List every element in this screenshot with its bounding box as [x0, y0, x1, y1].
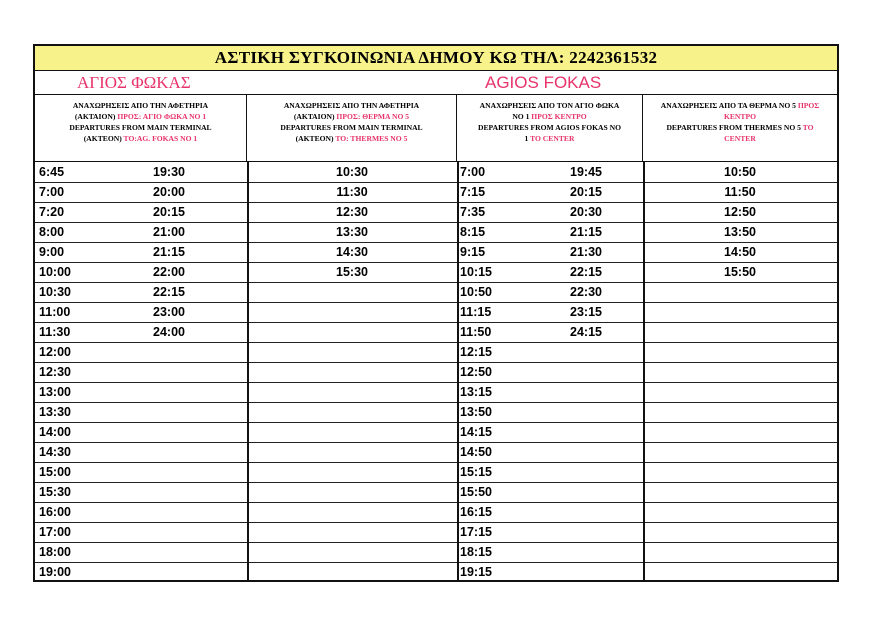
- departure-time: 13:50: [724, 225, 756, 239]
- row-divider: [35, 482, 837, 483]
- departure-time: 22:30: [570, 285, 602, 299]
- departure-time: 14:30: [39, 445, 71, 459]
- departure-time: 15:15: [460, 465, 492, 479]
- departure-time: 21:30: [570, 245, 602, 259]
- row-divider: [35, 402, 837, 403]
- header-text: ΝΟ 1: [512, 112, 532, 121]
- departure-time: 23:00: [153, 305, 185, 319]
- column-header-thermes-to-center: [643, 95, 837, 161]
- header-line: ΑΝΑΧΩΡΗΣΕΙΣ ΑΠΟ ΤΗΝ ΑΦΕΤΗΡΙΑ: [283, 101, 420, 110]
- row-divider: [35, 522, 837, 523]
- departure-time: 14:15: [460, 425, 492, 439]
- header-destination: ΠΡΟΣ: ΑΓΙΟ ΦΩΚΑ ΝΟ 1: [117, 112, 207, 121]
- departure-time: 13:30: [336, 225, 368, 239]
- departure-time: 19:30: [153, 165, 185, 179]
- departure-time: 16:15: [460, 505, 492, 519]
- departure-time: 22:00: [153, 265, 185, 279]
- header-line: [247, 133, 456, 144]
- departure-time: 15:00: [39, 465, 71, 479]
- header-text: (AKTEON): [83, 134, 124, 143]
- departure-time: 15:30: [39, 485, 71, 499]
- departure-time: 12:50: [724, 205, 756, 219]
- row-divider: [35, 362, 837, 363]
- row-divider: [35, 562, 837, 563]
- column-headers: [35, 95, 837, 162]
- departure-time: 20:30: [570, 205, 602, 219]
- header-line: [643, 100, 837, 111]
- header-text: (AKTEON): [295, 134, 336, 143]
- departure-time: 10:00: [39, 265, 71, 279]
- column-divider: [457, 162, 459, 582]
- departure-time: 21:15: [153, 245, 185, 259]
- row-divider: [35, 542, 837, 543]
- departure-time: 19:00: [39, 565, 71, 579]
- departure-time: 14:30: [336, 245, 368, 259]
- row-divider: [35, 462, 837, 463]
- departure-time: 11:30: [39, 325, 71, 339]
- departure-time: 9:15: [460, 245, 486, 259]
- departure-time: 18:00: [39, 545, 71, 559]
- departure-time: 22:15: [570, 265, 602, 279]
- departure-time: 12:30: [336, 205, 368, 219]
- header-text: 1: [524, 134, 531, 143]
- header-line: DEPARTURES FROM MAIN TERMINAL: [69, 123, 212, 132]
- row-divider: [35, 442, 837, 443]
- timetable-title: ΑΣΤΙΚΗ ΣΥΓΚΟΙΝΩΝΙΑ ΔΗΜΟΥ ΚΩ ΤΗΛ: 2242361532: [35, 46, 837, 71]
- departure-time: 19:45: [570, 165, 602, 179]
- departure-time: 12:00: [39, 345, 71, 359]
- header-text: (ΑΚΤΑΙΟΝ): [74, 112, 118, 121]
- departure-time: 11:00: [39, 305, 71, 319]
- departure-time: 12:50: [460, 365, 492, 379]
- header-destination: CENTER: [724, 134, 756, 143]
- header-destination: ΠΡΟΣ ΚΕΝΤΡΟ: [531, 112, 587, 121]
- row-divider: [35, 502, 837, 503]
- header-line: [457, 133, 642, 144]
- departure-time: 13:00: [39, 385, 71, 399]
- departure-time: 17:00: [39, 525, 71, 539]
- departure-time: 13:50: [460, 405, 492, 419]
- departure-time: 14:00: [39, 425, 71, 439]
- header-line: DEPARTURES FROM AGIOS FOKAS NO: [477, 123, 622, 132]
- header-text: ΑΝΑΧΩΡΗΣΕΙΣ ΑΠΟ ΤΑ ΘΕΡΜΑ ΝΟ 5: [660, 101, 798, 110]
- timetable-grid: [35, 162, 837, 582]
- departure-time: 11:50: [460, 325, 492, 339]
- departure-time: 14:50: [460, 445, 492, 459]
- departure-time: 24:15: [570, 325, 602, 339]
- departure-time: 6:45: [39, 165, 65, 179]
- departure-time: 11:15: [460, 305, 492, 319]
- departure-time: 10:30: [39, 285, 71, 299]
- departure-time: 7:15: [460, 185, 486, 199]
- row-divider: [35, 382, 837, 383]
- header-destination: ΚΕΝΤΡΟ: [723, 112, 757, 121]
- departure-time: 20:15: [570, 185, 602, 199]
- departure-time: 17:15: [460, 525, 492, 539]
- route-name-row: [35, 71, 837, 95]
- departure-time: 15:30: [336, 265, 368, 279]
- header-destination: ΠΡΟΣ: [797, 101, 820, 110]
- departure-time: 20:00: [153, 185, 185, 199]
- departure-time: 20:15: [153, 205, 185, 219]
- header-text: (ΑΚΤΑΙΟΝ): [293, 112, 337, 121]
- departure-time: 11:50: [724, 185, 756, 199]
- departure-time: 15:50: [460, 485, 492, 499]
- column-header-terminal-to-agios-fokas: [35, 95, 247, 161]
- header-destination: TO: [802, 123, 814, 132]
- departure-time: 7:00: [460, 165, 486, 179]
- column-header-terminal-to-thermes: [247, 95, 457, 161]
- departure-time: 16:00: [39, 505, 71, 519]
- header-destination: TO: THERMES NO 5: [335, 134, 408, 143]
- header-line: [247, 111, 456, 122]
- departure-time: 12:30: [39, 365, 71, 379]
- departure-time: 23:15: [570, 305, 602, 319]
- departure-time: 9:00: [39, 245, 65, 259]
- departure-time: 7:00: [39, 185, 65, 199]
- timetable-sheet: [33, 44, 839, 582]
- route-name-greek: ΑΓΙΟΣ ΦΩΚΑΣ: [77, 73, 191, 92]
- row-divider: [35, 422, 837, 423]
- route-name-latin: AGIOS FOKAS: [485, 73, 602, 92]
- header-line: [35, 111, 246, 122]
- departure-time: 15:50: [724, 265, 756, 279]
- header-line: DEPARTURES FROM MAIN TERMINAL: [280, 123, 423, 132]
- departure-time: 7:35: [460, 205, 486, 219]
- header-line: [643, 122, 837, 133]
- departure-time: 8:00: [39, 225, 65, 239]
- departure-time: 24:00: [153, 325, 185, 339]
- departure-time: 10:50: [724, 165, 756, 179]
- departure-time: 10:15: [460, 265, 492, 279]
- header-line: [35, 133, 246, 144]
- departure-time: 12:15: [460, 345, 492, 359]
- departure-time: 22:15: [153, 285, 185, 299]
- departure-time: 7:20: [39, 205, 65, 219]
- departure-time: 11:30: [336, 185, 368, 199]
- departure-time: 14:50: [724, 245, 756, 259]
- header-destination: TO:AG. FOKAS NO 1: [123, 134, 198, 143]
- departure-time: 19:15: [460, 565, 492, 579]
- departure-time: 13:30: [39, 405, 71, 419]
- departure-time: 10:30: [336, 165, 368, 179]
- departure-time: 10:50: [460, 285, 492, 299]
- departure-time: 8:15: [460, 225, 486, 239]
- departure-time: 21:15: [570, 225, 602, 239]
- departure-time: 18:15: [460, 545, 492, 559]
- header-destination: TO CENTER: [530, 134, 575, 143]
- departure-time: 21:00: [153, 225, 185, 239]
- header-line: [457, 111, 642, 122]
- header-line: ΑΝΑΧΩΡΗΣΕΙΣ ΑΠΟ ΤΟΝ ΑΓΙΟ ΦΩΚΑ: [479, 101, 620, 110]
- departure-time: 13:15: [460, 385, 492, 399]
- column-header-agios-fokas-to-center: [457, 95, 643, 161]
- header-text: DEPARTURES FROM THERMES NO 5: [666, 123, 803, 132]
- header-destination: ΠΡΟΣ: ΘΕΡΜΑ ΝΟ 5: [336, 112, 410, 121]
- header-line: ΑΝΑΧΩΡΗΣΕΙΣ ΑΠΟ ΤΗΝ ΑΦΕΤΗΡΙΑ: [72, 101, 209, 110]
